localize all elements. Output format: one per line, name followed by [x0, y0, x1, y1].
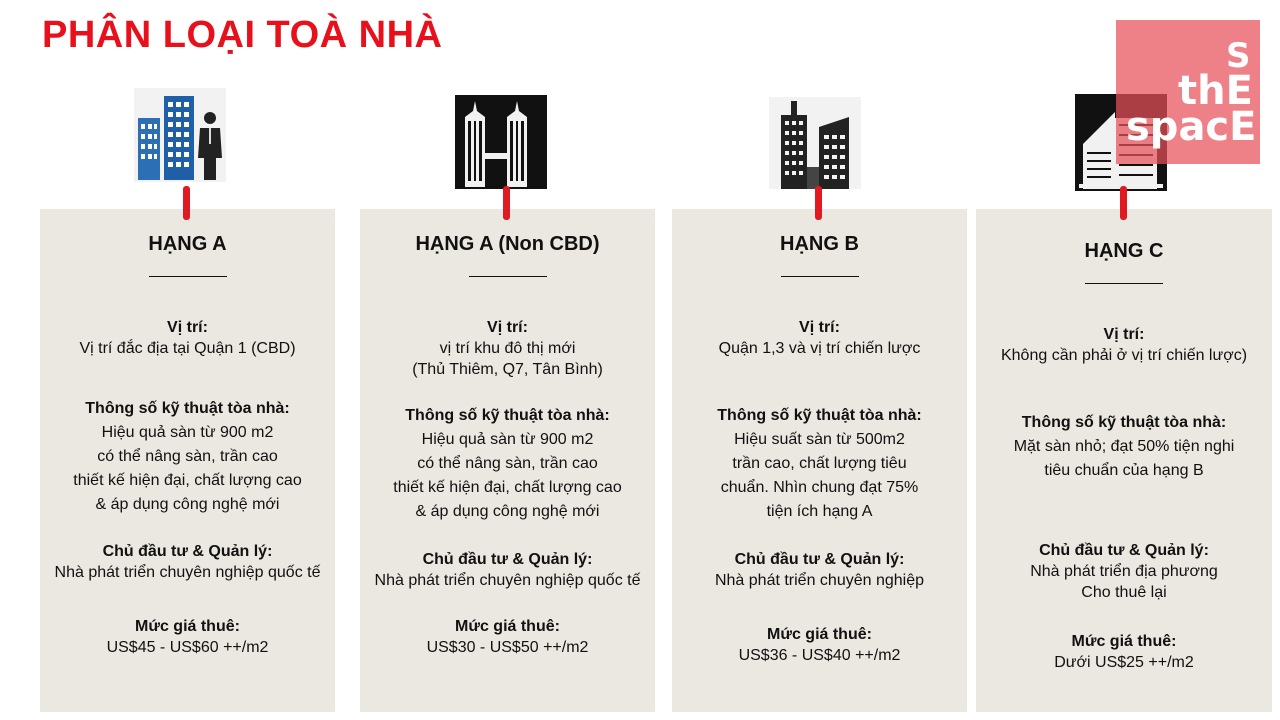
- developer-value: Nhà phát triển địa phương: [1030, 563, 1218, 580]
- logo-line-1: S: [1226, 36, 1251, 76]
- specs-line: có thể nâng sàn, trần cao: [417, 455, 598, 472]
- location-value: vị trí khu đô thị mới: [439, 340, 576, 357]
- rent-label: Mức giá thuê:: [1071, 633, 1177, 650]
- rent-value: US$36 - US$40 ++/m2: [738, 647, 901, 664]
- office-tower-with-businessman-icon: [134, 88, 226, 182]
- class-b-heading: HẠNG B: [780, 233, 859, 255]
- specs-line: thiết kế hiện đại, chất lượng cao: [393, 479, 622, 496]
- logo-line-2: thE: [1178, 68, 1253, 114]
- specs-line: thiết kế hiện đại, chất lượng cao: [73, 472, 302, 489]
- rent-label: Mức giá thuê:: [767, 626, 872, 643]
- location-label: Vị trí:: [487, 319, 528, 336]
- class-a-panel: [40, 209, 335, 712]
- developer-value: Nhà phát triển chuyên nghiệp: [714, 572, 925, 589]
- rent-label: Mức giá thuê:: [135, 618, 240, 635]
- rent-label: Mức giá thuê:: [455, 618, 560, 635]
- the-space-logo: [1116, 20, 1260, 164]
- class-a-non-cbd-panel: [360, 209, 655, 712]
- page-title: PHÂN LOẠI TOÀ NHÀ: [42, 14, 443, 56]
- specs-line: Hiệu quả sàn từ 900 m2: [421, 431, 594, 448]
- location-value: Không cần phải ở vị trí chiến lược): [1000, 347, 1248, 364]
- heading-divider: [149, 276, 227, 277]
- specs-line: Mặt sàn nhỏ; đạt 50% tiện nghi: [1013, 438, 1235, 455]
- location-value: Quận 1,3 và vị trí chiến lược: [718, 340, 921, 357]
- developer-label: Chủ đầu tư & Quản lý:: [1039, 542, 1209, 559]
- specs-line: chuẩn. Nhìn chung đạt 75%: [720, 479, 919, 496]
- location-label: Vị trí:: [799, 319, 840, 336]
- location-label: Vị trí:: [1103, 326, 1145, 343]
- logo-line-3: spacE: [1126, 104, 1257, 150]
- developer-label: Chủ đầu tư & Quản lý:: [734, 551, 905, 568]
- specs-line: trần cao, chất lượng tiêu: [732, 455, 907, 472]
- specs-line: & áp dụng công nghệ mới: [415, 503, 600, 520]
- class-a-non-cbd-heading: HẠNG A (Non CBD): [415, 233, 600, 255]
- specs-line: có thể nâng sàn, trần cao: [97, 448, 278, 465]
- developer-label: Chủ đầu tư & Quản lý:: [102, 543, 273, 560]
- class-b-connector: [815, 186, 822, 220]
- rent-value: US$45 - US$60 ++/m2: [106, 639, 269, 656]
- specs-label: Thông số kỹ thuật tòa nhà:: [405, 407, 610, 424]
- city-skyscrapers-icon: [769, 97, 861, 189]
- location-value: Vị trí đắc địa tại Quận 1 (CBD): [79, 340, 296, 357]
- twin-towers-icon: [455, 95, 547, 189]
- specs-line: tiêu chuẩn của hạng B: [1044, 462, 1204, 479]
- developer-value: Nhà phát triển chuyên nghiệp quốc tế: [374, 572, 641, 589]
- location-value: (Thủ Thiêm, Q7, Tân Bình): [412, 361, 603, 378]
- class-a-heading: HẠNG A: [148, 233, 227, 255]
- class-b-panel: [672, 209, 967, 712]
- heading-divider: [1085, 283, 1163, 284]
- heading-divider: [781, 276, 859, 277]
- developer-value: Nhà phát triển chuyên nghiệp quốc tế: [54, 564, 321, 581]
- class-a-non-cbd-connector: [503, 186, 510, 220]
- developer-value: Cho thuê lại: [1081, 584, 1167, 601]
- heading-divider: [469, 276, 547, 277]
- location-label: Vị trí:: [167, 319, 208, 336]
- rent-value: Dưới US$25 ++/m2: [1054, 654, 1194, 671]
- specs-label: Thông số kỹ thuật tòa nhà:: [85, 400, 290, 417]
- class-c-heading: HẠNG C: [1084, 240, 1164, 262]
- specs-label: Thông số kỹ thuật tòa nhà:: [717, 407, 922, 424]
- specs-label: Thông số kỹ thuật tòa nhà:: [1021, 414, 1227, 431]
- class-c-panel: [976, 209, 1272, 712]
- specs-line: & áp dụng công nghệ mới: [95, 496, 280, 513]
- class-a-connector: [183, 186, 190, 220]
- specs-line: tiện ích hạng A: [766, 503, 873, 520]
- specs-line: Hiệu suất sàn từ 500m2: [734, 431, 905, 448]
- class-c-connector: [1120, 186, 1127, 220]
- specs-line: Hiệu quả sàn từ 900 m2: [101, 424, 274, 441]
- rent-value: US$30 - US$50 ++/m2: [426, 639, 589, 656]
- developer-label: Chủ đầu tư & Quản lý:: [422, 551, 593, 568]
